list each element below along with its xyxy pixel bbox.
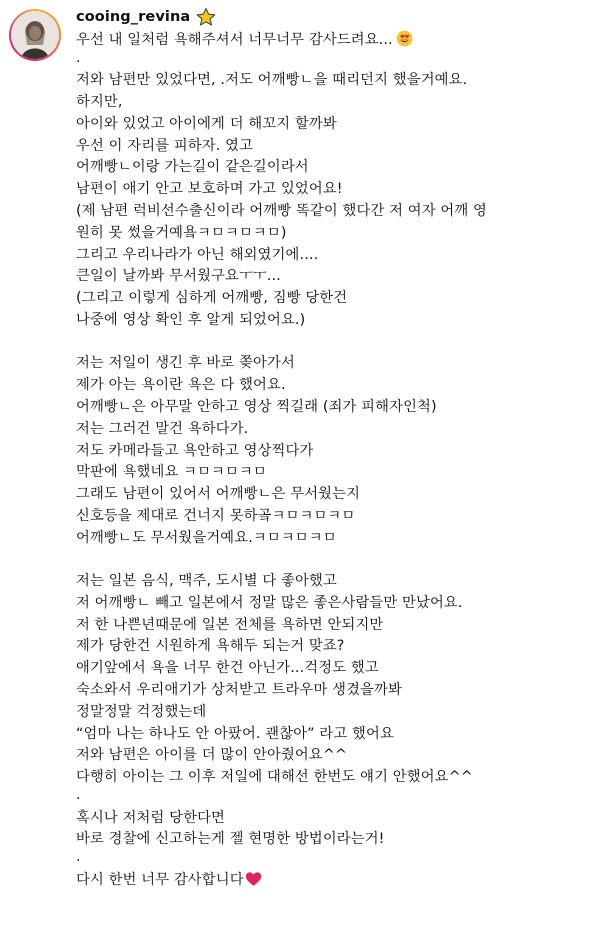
blank-line: [76, 550, 596, 572]
separator-dot: [76, 789, 596, 808]
comment-line: [76, 808, 596, 830]
blank-line: [76, 332, 596, 354]
comment-line-text: 막판에 욕했네요 ㅋㅁㅋㅁㅋㅁ: [76, 464, 267, 481]
avatar[interactable]: [11, 11, 59, 59]
comment-line-text: 다행히 아이는 그 이후 저일에 대해선 한번도 얘기 안했어요^^: [76, 769, 473, 786]
comment-line: [76, 484, 596, 506]
star-icon: [196, 7, 216, 27]
comment-line-text: 정말정말 걱정했는데: [76, 703, 207, 720]
comment-line: [76, 528, 596, 550]
comment-line-text: 원히 못 썼을거예욬ㅋㅁㅋㅁㅋㅁ): [76, 224, 287, 241]
separator-dot: [76, 851, 596, 870]
comment-body: [76, 0, 596, 891]
comment-line: [76, 636, 596, 658]
comment-line-text: 남편이 애기 안고 보호하며 가고 있었어요!: [76, 181, 343, 198]
comment-line-text: 제가 당한건 시원하게 욕해두 되는거 맞죠?: [76, 638, 345, 655]
comment-line: [76, 658, 596, 680]
comment-line-text: 애기앞에서 욕을 너무 한건 아닌가...걱정도 했고: [76, 660, 379, 677]
comment-line: [76, 702, 596, 724]
comment-line: [76, 245, 596, 267]
comment-line-text: 그리고 우리나라가 아닌 해외였기에....: [76, 246, 319, 263]
comment-line: [76, 375, 596, 397]
comment-line-text: 저 어깨빵ㄴ 빼고 일본에서 정말 많은 좋은사람들만 만났어요.: [76, 594, 463, 611]
comment-line-text: (그리고 이렇게 심하게 어깨빵, 짐빵 당한건: [76, 290, 348, 307]
comment-line: [76, 615, 596, 637]
red-heart-icon: [245, 871, 262, 887]
username[interactable]: cooing_revina: [76, 9, 191, 25]
comment-line-text: 어깨빵ㄴ은 아무말 안하고 영상 찍길래 (죄가 피해자인척): [76, 398, 437, 415]
comment-line-text: 혹시나 저처럼 당한다면: [76, 809, 225, 826]
comment-line-text: 저 한 나쁜년때문에 일본 전체를 욕하면 안되지만: [76, 616, 384, 633]
comment-line-text: 어깨빵ㄴ도 무서웠을거예요.ㅋㅁㅋㅁㅋㅁ: [76, 529, 337, 546]
comment-line-text: 우선 내 일처럼 욕해주셔서 너무너무 감사드려요...: [76, 32, 393, 48]
comment-line: [76, 593, 596, 615]
comment-line-text: 저는 일본 음식, 맥주, 도시별 다 좋아했고: [76, 573, 337, 590]
comment-line: [76, 441, 596, 463]
comment-line-text: 바로 경찰에 신고하는게 젤 현명한 방법이라는거!: [76, 831, 385, 848]
comment-line: [76, 288, 596, 310]
comment-line: [76, 870, 596, 892]
comment-line-text: 아이와 있었고 아이에게 더 해꼬지 할까봐: [76, 115, 337, 132]
comment-text: [76, 30, 596, 891]
comment-line-text: 저와 남편은 아이를 더 많이 안아줬어요^^: [76, 747, 348, 764]
comment-line-text: 하지만,: [76, 94, 123, 111]
comment-line: [76, 571, 596, 593]
comment-line-text: .: [76, 787, 81, 803]
comment-line-text: 어깨빵ㄴ이랑 가는길이 같은길이라서: [76, 159, 309, 176]
comment-line: [76, 70, 596, 92]
comment-line: [76, 767, 596, 789]
avatar-ring[interactable]: [9, 9, 61, 61]
comment-line-text: (제 남편 럭비선수출신이라 어깨빵 똑같이 했다간 저 여자 어깨 영: [76, 203, 487, 220]
comment-line-text: 우선 이 자리를 피하자. 였고: [76, 137, 254, 154]
comment-line-text: 저도 카메라들고 욕안하고 영상찍다가: [76, 442, 314, 459]
comment-line-text: 다시 한번 너무 감사합니다: [76, 871, 244, 888]
comment-line: [76, 353, 596, 375]
separator-dot: [76, 49, 596, 71]
comment-line-text: 숙소와서 우리애기가 상처받고 트라우마 생겼을까봐: [76, 682, 402, 699]
comment-line: [76, 310, 596, 332]
comment-line: [76, 724, 596, 746]
comment-line-text: .: [76, 849, 81, 866]
comment-line: [76, 266, 596, 288]
comment-line: [76, 829, 596, 851]
comment-line: [76, 745, 596, 767]
comment-line: [76, 397, 596, 419]
comment-line-text: 저와 남편만 있었다면, .저도 어깨빵ㄴ을 때리던지 했을거예요.: [76, 72, 468, 89]
comment-line-text: 큰일이 날까봐 무서웠구요ㅜㅜ...: [76, 268, 281, 285]
comment-line: [76, 506, 596, 528]
comment-line: [76, 30, 596, 52]
comment-line-text: 저는 저일이 생긴 후 바로 쫒아가서: [76, 355, 295, 372]
comment-line: [76, 680, 596, 702]
comment-line-text: 신호등을 제대로 건너지 못하곸ㅋㅁㅋㅁㅋㅁ: [76, 507, 356, 524]
comment-line: [76, 462, 596, 484]
comment-line-text: 저는 그러건 말건 욕하다가.: [76, 420, 249, 437]
comment-line-text: 그래도 남편이 있어서 어깨빵ㄴ은 무서웠는지: [76, 486, 361, 503]
comment-line-text: 나중에 영상 확인 후 알게 되었어요.): [76, 312, 306, 329]
comment-line: [76, 92, 596, 114]
comment-line: [76, 419, 596, 441]
comment-header: [76, 0, 596, 30]
comment-line-text: “엄마 나는 하나도 안 아팠어. 괜찮아” 라고 했어요: [76, 725, 394, 742]
avatar-image: [11, 11, 59, 59]
comment-line-text: .: [76, 49, 81, 66]
comment-line: [76, 136, 596, 158]
comment-line: [76, 157, 596, 179]
comment-line: [76, 114, 596, 136]
heart-eyes-emoji-icon: [396, 30, 413, 47]
comment-line: [76, 179, 596, 201]
comment-line-text: 제가 아는 욕이란 욕은 다 했어요.: [76, 377, 286, 394]
comment-line: [76, 223, 596, 245]
comment-line: [76, 201, 596, 223]
